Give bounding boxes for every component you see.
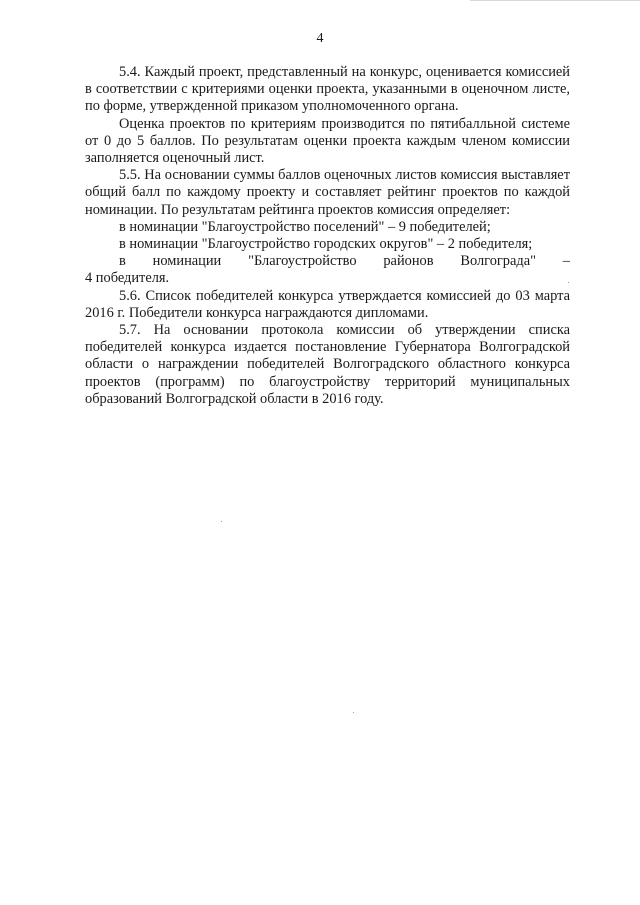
scan-speck bbox=[221, 521, 222, 522]
paragraph-5-7: 5.7. На основании протокола комиссии об утверждении списка победителей конкурса издается постановление Губернатора Волгоградской области о награждении победителей Волгоградского областного конкурса проектов (программ) по благоустройству территорий муниципальных образований Волгоградской области в 2016 году. bbox=[85, 322, 570, 407]
scan-speck bbox=[568, 282, 569, 283]
paragraph-5-5: 5.5. На основании суммы баллов оценочных листов комиссия выставляет общий балл по каждому проекту и составляет рейтинг проектов по каждой номинации. По результатам рейтинга проектов комиссия определяет: bbox=[85, 167, 570, 218]
scan-speck bbox=[353, 712, 354, 713]
nomination-volgograd-districts-count: 4 победителя. bbox=[85, 270, 170, 287]
document-body bbox=[85, 64, 570, 408]
scan-edge-line bbox=[470, 0, 640, 1]
nomination-volgograd-districts: в номинации "Благоустройство районов Волгограда" – bbox=[119, 253, 570, 270]
page-number: 4 bbox=[316, 31, 324, 46]
paragraph-5-4: 5.4. Каждый проект, представленный на конкурс, оценивается комиссией в соответствии с критериями оценки проекта, указанными в оценочном листе, по форме, утвержденной приказом уполномоченного органа. bbox=[85, 64, 570, 115]
paragraph-5-4-scoring: Оценка проектов по критериям производится по пятибалльной системе от 0 до 5 баллов. По результатам оценки проекта каждым членом комиссии заполняется оценочный лист. bbox=[85, 115, 570, 167]
nomination-city-districts: в номинации "Благоустройство городских округов" – 2 победителя; bbox=[119, 236, 533, 253]
nomination-settlements: в номинации "Благоустройство поселений" – 9 победителей; bbox=[119, 218, 491, 235]
paragraph-5-6: 5.6. Список победителей конкурса утверждается комиссией до 03 марта 2016 г. Победители конкурса награждаются дипломами. bbox=[85, 287, 570, 321]
